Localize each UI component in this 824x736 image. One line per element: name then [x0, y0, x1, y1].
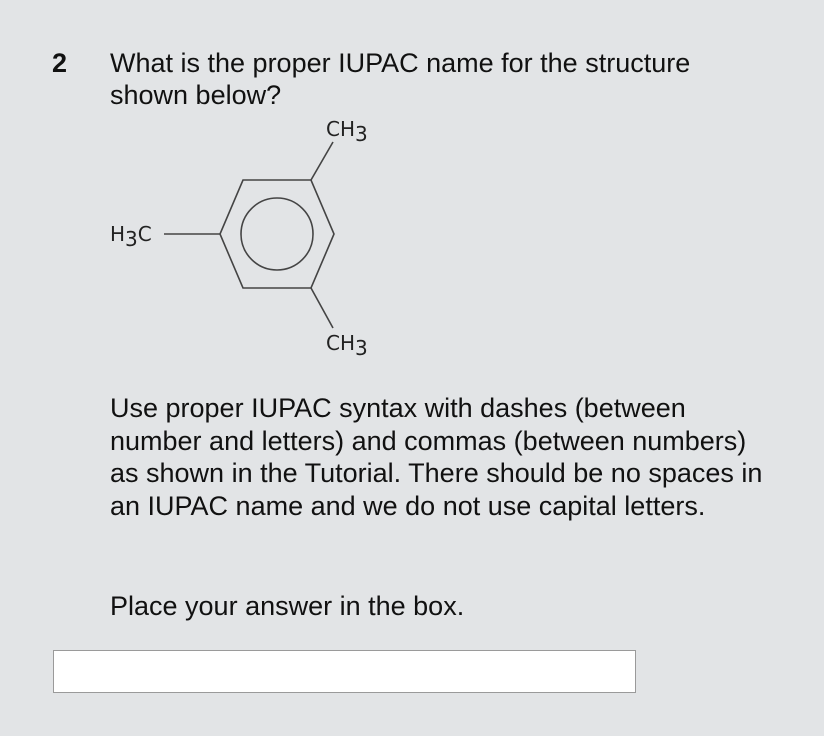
label-top-methyl: CH3	[326, 117, 368, 146]
question-prompt: What is the proper IUPAC name for the structure shown below?	[110, 48, 691, 110]
bond-top	[311, 142, 333, 180]
chemical-structure-diagram	[100, 110, 400, 360]
label-bottom-methyl: CH3	[326, 331, 368, 360]
syntax-instructions: Use proper IUPAC syntax with dashes (between number and letters) and commas (between numbers) as shown in the Tutorial. There should be no spaces in an IUPAC name and we do not use capital letters.	[110, 393, 763, 521]
answer-instruction: Place your answer in the box.	[110, 591, 465, 621]
bond-bottom	[311, 288, 333, 328]
benzene-ring	[220, 180, 334, 288]
aromatic-circle	[241, 198, 313, 270]
question-number: 2	[52, 48, 68, 78]
label-left-methyl: H3C	[110, 222, 152, 251]
answer-input[interactable]	[53, 650, 636, 693]
